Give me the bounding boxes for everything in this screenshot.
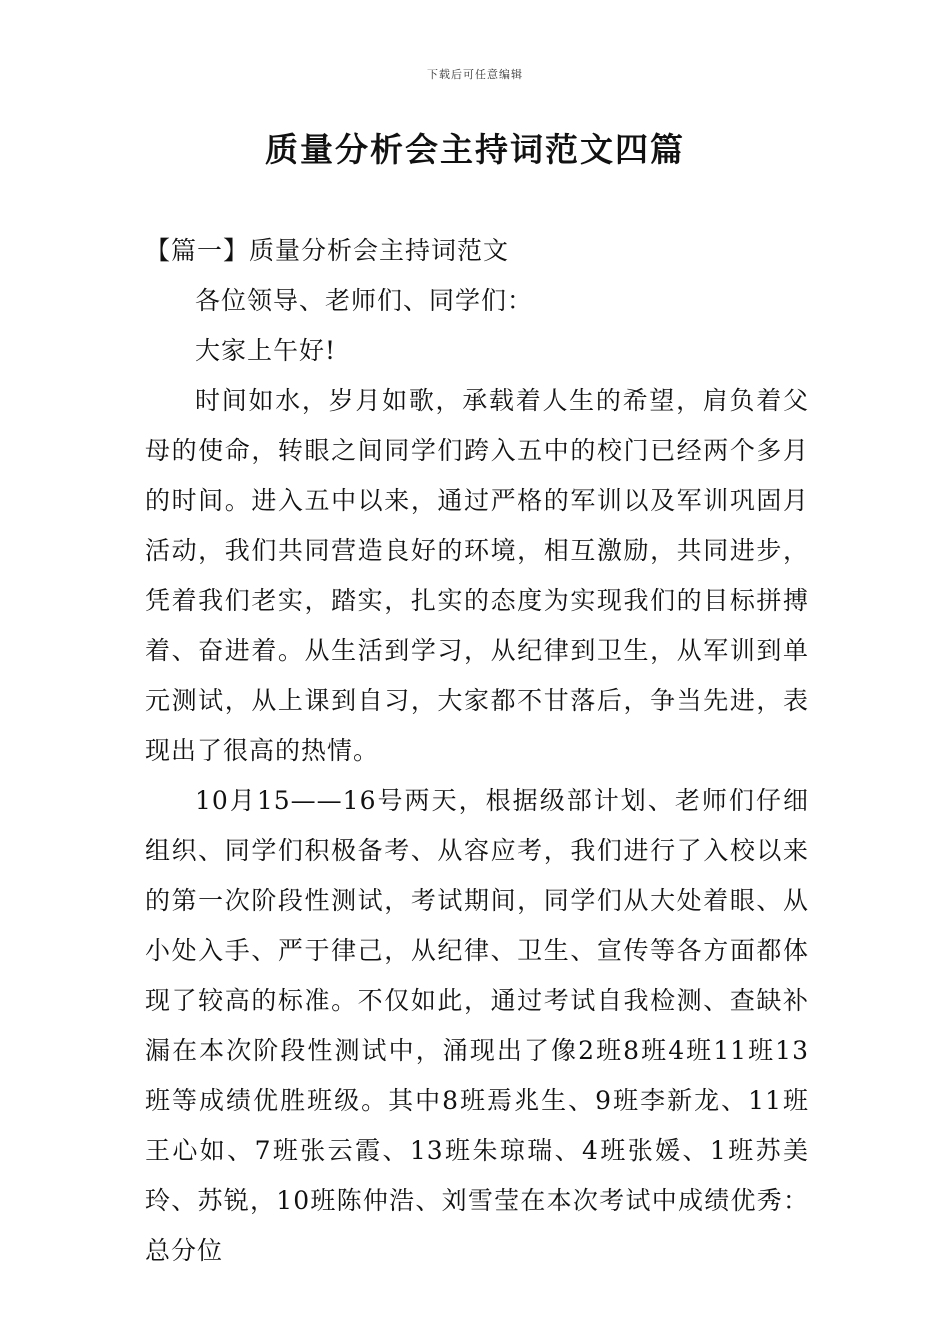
- body-paragraph: 时间如水，岁月如歌，承载着人生的希望，肩负着父母的使命，转眼之间同学们跨入五中的校门已经两个多月的时间。进入五中以来，通过严格的军训以及军训巩固月活动，我们共同营造良好的环境，相互激励，共同进步，凭着我们老实，踏实，扎实的态度为实现我们的目标拼搏着、奋进着。从生活到学习，从纪律到卫生，从军训到单元测试，从上课到自习，大家都不甘落后，争当先进，表现出了很高的热情。: [145, 386, 809, 765]
- document-title: 质量分析会主持词范文四篇: [265, 130, 685, 169]
- document-body: [145, 226, 809, 1276]
- body-paragraph: 10月15——16号两天，根据级部计划、老师们仔细组织、同学们积极备考、从容应考，我们进行了入校以来的第一次阶段性测试，考试期间，同学们从大处着眼、从小处入手、严于律己，从纪律、卫生、宣传等各方面都体现了较高的标准。不仅如此，通过考试自我检测、查缺补漏在本次阶段性测试中，涌现出了像2班8班4班11班13班等成绩优胜班级。其中8班焉兆生、9班李新龙、11班王心如、7班张云霞、13班朱琼瑞、4班张媛、1班苏美玲、苏锐，10班陈仲浩、刘雪莹在本次考试中成绩优秀：总分位: [145, 786, 809, 1265]
- salutation-paragraph: 各位领导、老师们、同学们：: [195, 286, 534, 315]
- section-heading: 【篇一】质量分析会主持词范文: [145, 236, 510, 265]
- header-note: 下载后可任意编辑: [427, 68, 523, 81]
- greeting-paragraph: 大家上午好!: [195, 336, 337, 365]
